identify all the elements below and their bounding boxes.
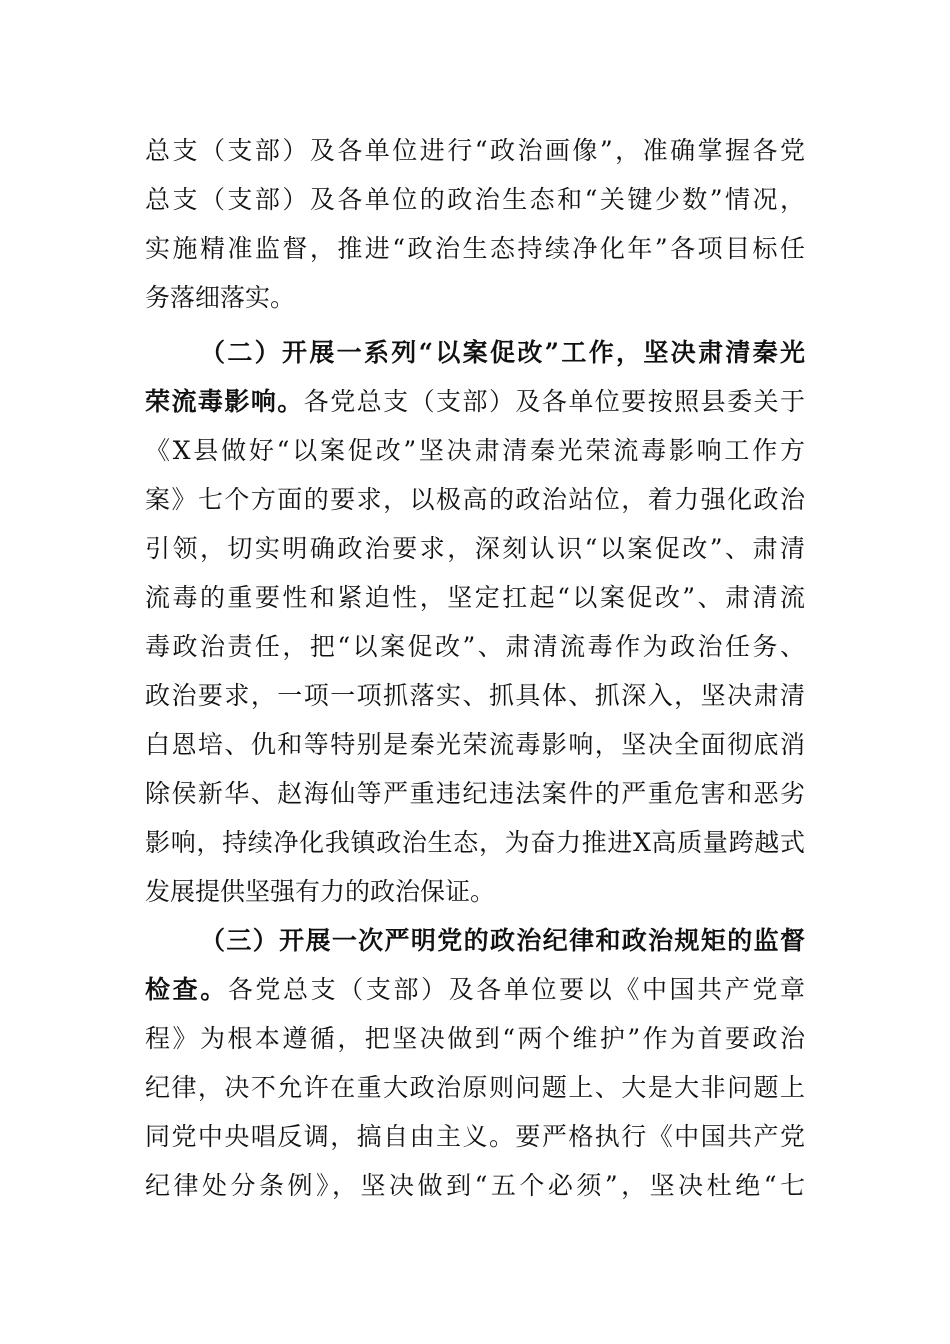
- text-line: [145, 965, 805, 1015]
- text-segment: 程》为根本遵循，把坚决做到“两个维护”作为首要政治: [145, 1024, 805, 1053]
- text-segment: 流毒的重要性和紧迫性，坚定扛起“以案促改”、肃清流: [145, 583, 805, 612]
- text-segment: 实施精准监督，推进“政治生态持续净化年”各项目标任: [145, 234, 805, 263]
- heading-segment: 检查。: [145, 975, 228, 1004]
- text-line: [145, 224, 805, 274]
- text-line: [145, 573, 805, 623]
- text-line: [145, 720, 805, 770]
- text-line: [145, 273, 805, 323]
- text-line: [145, 769, 805, 819]
- text-line: [145, 377, 805, 427]
- text-segment: 毒政治责任，把“以案促改”、肃清流毒作为政治任务、: [145, 632, 805, 661]
- text-line: [145, 671, 805, 721]
- heading-segment: （二）开展一系列“以案促改”工作，坚决肃清秦光: [200, 338, 805, 367]
- heading-segment: （三）开展一次严明党的政治纪律和政治规矩的监督: [200, 926, 805, 955]
- text-segment: 除侯新华、赵海仙等严重违纪违法案件的严重危害和恶劣: [145, 779, 805, 808]
- text-segment: 纪律处分条例》，坚决做到“五个必须”，坚决杜绝“七: [145, 1171, 805, 1200]
- text-line: [145, 1161, 805, 1211]
- text-segment: 总支（支部）及各单位的政治生态和“关键少数”情况，: [145, 185, 805, 214]
- text-segment: 白恩培、仇和等特别是秦光荣流毒影响，坚决全面彻底消: [145, 730, 805, 759]
- text-segment: 纪律，决不允许在重大政治原则问题上、大是大非问题上: [145, 1073, 805, 1102]
- text-segment: 总支（支部）及各单位进行“政治画像”，准确掌握各党: [145, 136, 805, 165]
- text-segment: 案》七个方面的要求，以极高的政治站位，着力强化政治: [145, 485, 805, 514]
- text-line: [145, 818, 805, 868]
- text-line: [145, 1014, 805, 1064]
- text-line: [145, 175, 805, 225]
- text-line: [145, 1063, 805, 1113]
- heading-segment: 荣流毒影响。: [145, 387, 304, 416]
- text-segment: 各党总支（支部）及各单位要以《中国共产党章: [227, 975, 805, 1004]
- text-segment: 政治要求，一项一项抓落实、抓具体、抓深入，坚决肃清: [145, 681, 805, 710]
- text-line: [145, 475, 805, 525]
- text-segment: 影响，持续净化我镇政治生态，为奋力推进X高质量跨越式: [145, 828, 805, 857]
- text-line: [200, 328, 805, 378]
- text-segment: 务落细落实。: [145, 283, 296, 312]
- text-segment: 引领，切实明确政治要求，深刻认识“以案促改”、肃清: [145, 534, 805, 563]
- text-segment: 各党总支（支部）及各单位要按照县委关于: [303, 387, 805, 416]
- text-segment: 发展提供坚强有力的政治保证。: [145, 877, 496, 906]
- text-segment: 《X县做好“以案促改”坚决肃清秦光荣流毒影响工作方: [145, 436, 805, 465]
- text-line: [145, 867, 805, 917]
- text-line: [145, 524, 805, 574]
- text-line: [145, 126, 805, 176]
- text-line: [200, 916, 805, 966]
- text-segment: 同党中央唱反调，搞自由主义。要严格执行《中国共产党: [145, 1122, 805, 1151]
- text-line: [145, 622, 805, 672]
- text-line: [145, 1112, 805, 1162]
- text-line: [145, 426, 805, 476]
